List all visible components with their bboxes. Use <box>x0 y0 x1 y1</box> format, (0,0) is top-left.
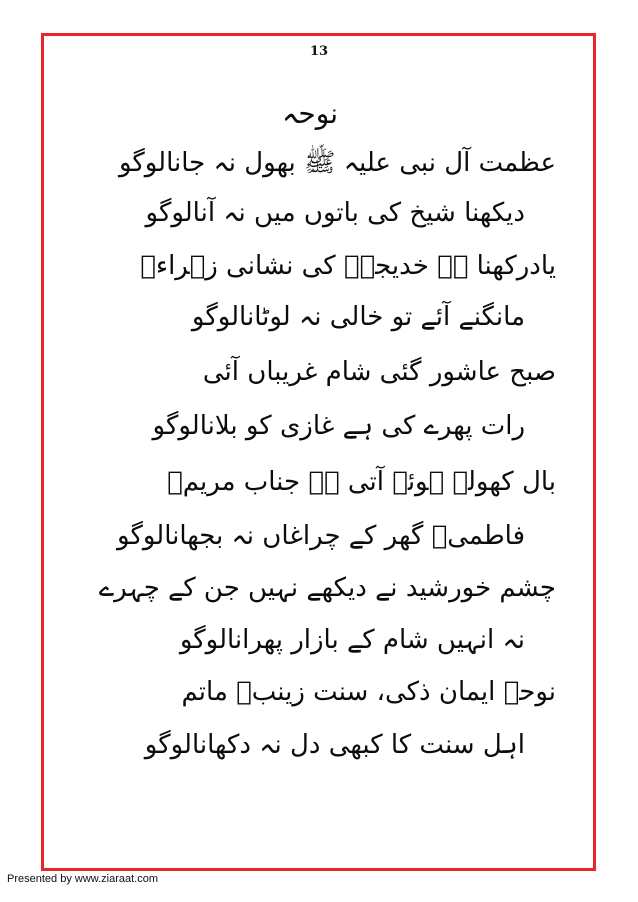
poem-line: دیکھنا شیخ کی باتوں میں نہ آنالوگو <box>145 198 525 228</box>
poem-line: چشم خورشید نے دیکھے نہیں جن کے چہرے <box>98 573 556 603</box>
poem-line: نوحہ ایمان ذکی، سنت زینبؑ ماتم <box>181 677 556 707</box>
poem-line: نہ انہیں شام کے بازار پھرانالوگو <box>179 625 525 655</box>
poem-line: یادرکھنا ہے خدیجہؓ کی نشانی زہراءؓ <box>140 251 556 281</box>
poem-line: فاطمیؑ گھر کے چراغاں نہ بجھانالوگو <box>117 521 525 551</box>
poem-line: صبح عاشور گئی شام غریباں آئی <box>202 357 556 387</box>
poem-line: عظمت آل نبی علیہ ﷺ بھول نہ جانالوگو <box>118 148 556 178</box>
poem-line: بال کھولے ہوئے آتی ہے جناب مریمؑ <box>167 467 556 497</box>
footer-credit: Presented by www.ziaraat.com <box>7 873 159 885</box>
poem-line: مانگنے آئے تو خالی نہ لوٹانالوگو <box>191 302 525 332</box>
poem-heading: نوحہ <box>282 97 338 130</box>
poem-line: رات پھرے کی ہے غازی کو بلانالوگو <box>152 411 525 441</box>
page-number: 13 <box>309 44 329 59</box>
poem-line: اہل سنت کا کبھی دل نہ دکھانالوگو <box>144 730 525 760</box>
